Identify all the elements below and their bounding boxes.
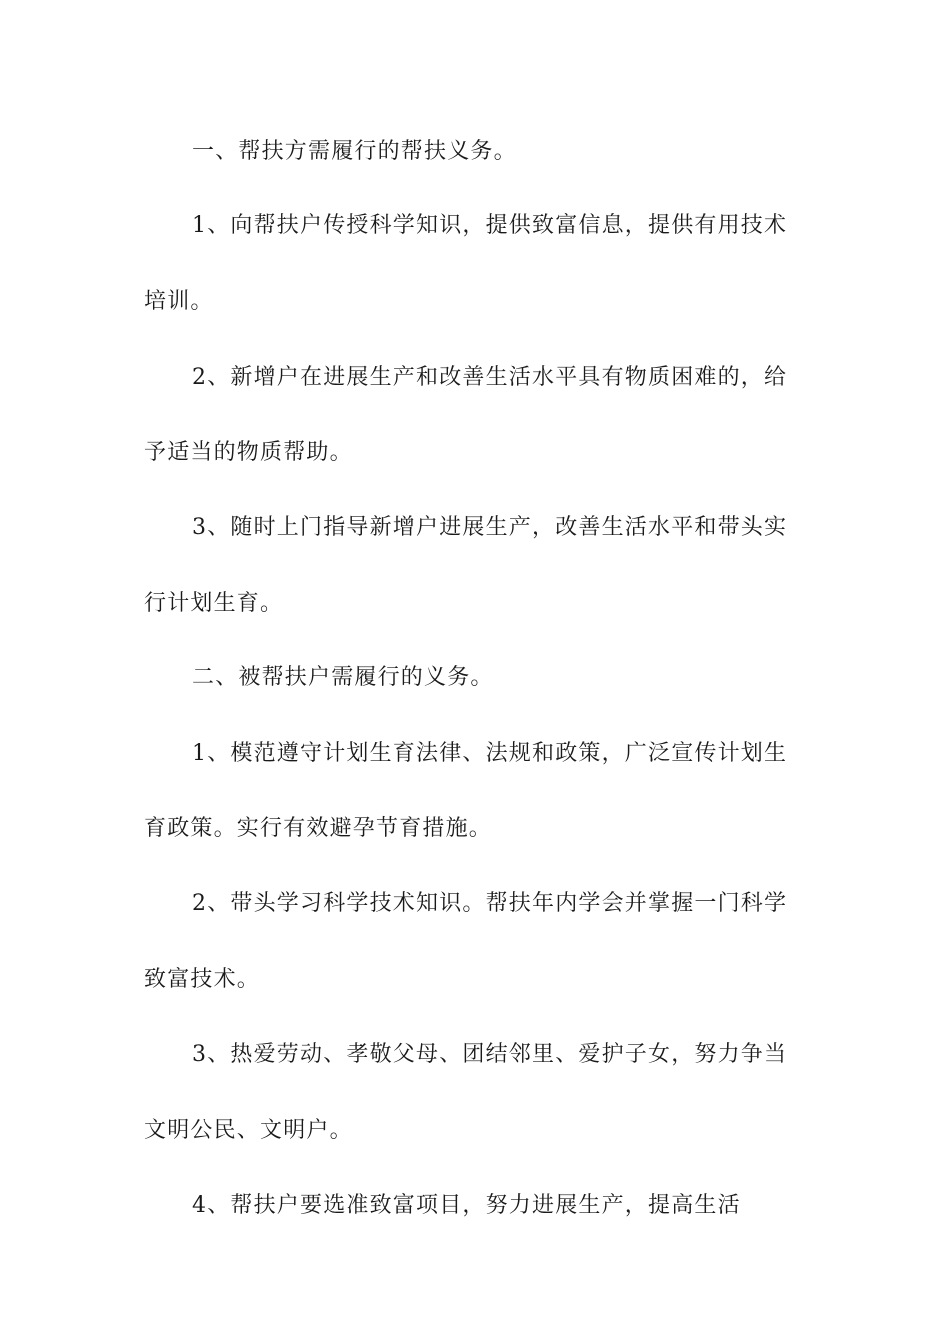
paragraph-line: 1、模范遵守计划生育法律、法规和政策，广泛宣传计划生 [192, 741, 788, 766]
section-heading-obligations-of-helped: 二、被帮扶户需履行的义务。 [192, 665, 494, 690]
paragraph-line: 行计划生育。 [144, 591, 284, 616]
paragraph-line: 培训。 [144, 289, 214, 314]
paragraph-line: 4、帮扶户要选准致富项目，努力进展生产，提高生活 [192, 1193, 741, 1218]
paragraph-line: 文明公民、文明户。 [144, 1118, 353, 1143]
paragraph-line: 1、向帮扶户传授科学知识，提供致富信息，提供有用技术 [192, 213, 788, 238]
paragraph-line: 2、新增户在进展生产和改善生活水平具有物质困难的，给 [192, 365, 788, 390]
paragraph-line: 致富技术。 [144, 967, 261, 992]
section-heading-obligations-of-helper: 一、帮扶方需履行的帮扶义务。 [192, 139, 517, 164]
paragraph-line: 育政策。实行有效避孕节育措施。 [144, 816, 493, 841]
paragraph-line: 3、随时上门指导新增户进展生产，改善生活水平和带头实 [192, 515, 788, 540]
paragraph-line: 予适当的物质帮助。 [144, 440, 353, 465]
paragraph-line: 3、热爱劳动、孝敬父母、团结邻里、爱护子女，努力争当 [192, 1042, 788, 1067]
paragraph-line: 2、带头学习科学技术知识。帮扶年内学会并掌握一门科学 [192, 891, 788, 916]
